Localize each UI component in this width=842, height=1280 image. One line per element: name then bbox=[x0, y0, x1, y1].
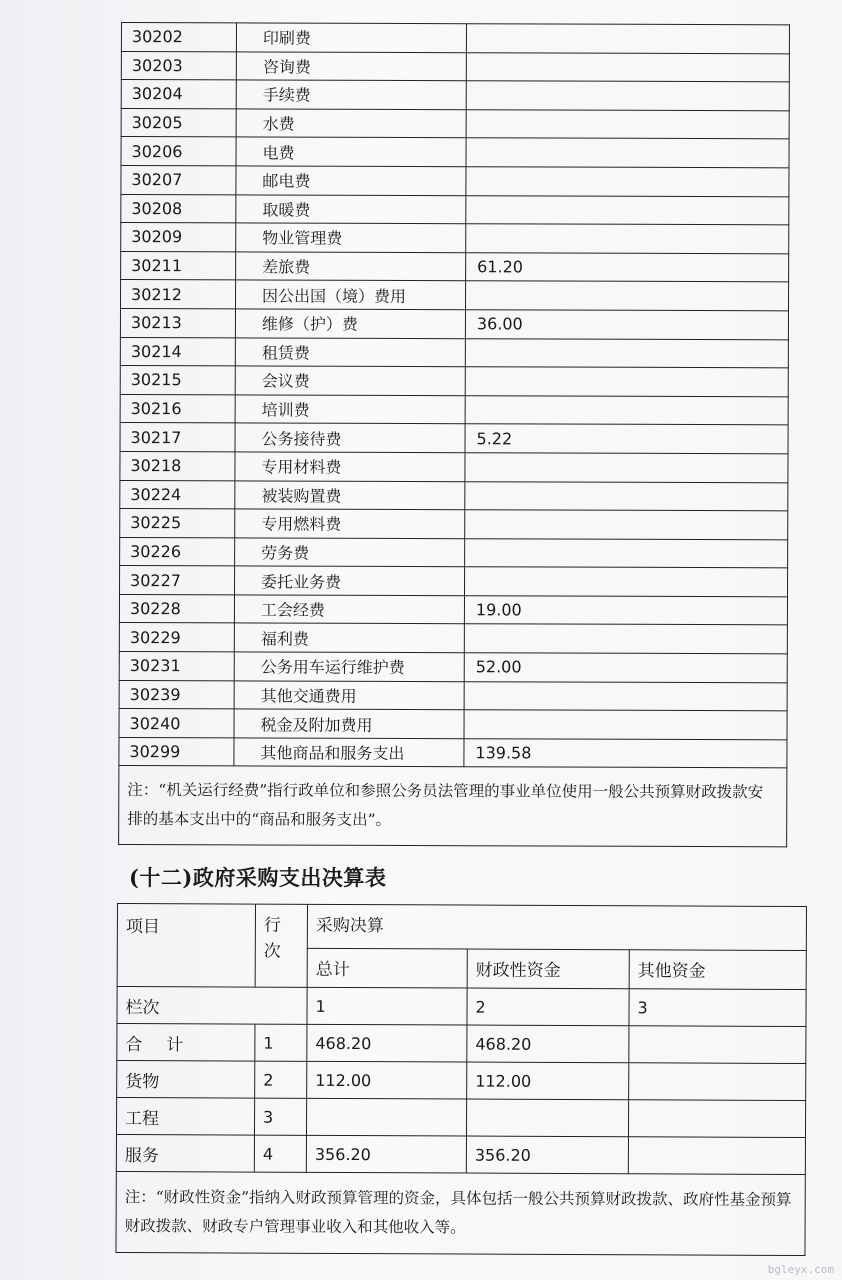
value-cell bbox=[466, 81, 789, 111]
code-cell: 30212 bbox=[121, 280, 236, 309]
table-row bbox=[121, 51, 789, 82]
name-cell: 差旅费 bbox=[236, 252, 466, 281]
value-cell bbox=[464, 624, 787, 654]
item-cell: 工程 bbox=[116, 1098, 254, 1136]
item-cell: 合计 bbox=[117, 1024, 255, 1062]
table-row bbox=[121, 223, 789, 254]
code-cell: 30215 bbox=[120, 366, 235, 395]
table-row bbox=[120, 308, 788, 339]
table-row bbox=[120, 451, 788, 482]
total-cell: 356.20 bbox=[306, 1135, 466, 1173]
header-item: 项目 bbox=[117, 904, 255, 988]
name-cell: 咨询费 bbox=[236, 51, 466, 80]
code-cell: 30227 bbox=[120, 566, 235, 595]
code-cell: 30205 bbox=[121, 108, 236, 137]
code-cell: 30225 bbox=[120, 509, 235, 538]
value-cell: 5.22 bbox=[465, 424, 788, 454]
row-number-cell: 1 bbox=[255, 1024, 307, 1061]
name-cell: 印刷费 bbox=[236, 23, 466, 52]
value-cell bbox=[464, 681, 787, 711]
header-other-funds: 其他资金 bbox=[629, 949, 806, 989]
name-cell: 取暖费 bbox=[236, 194, 466, 223]
procurement-expense-table bbox=[115, 903, 807, 1256]
table-row bbox=[117, 1024, 806, 1064]
code-cell: 30213 bbox=[120, 308, 235, 337]
value-cell bbox=[466, 224, 789, 254]
code-cell: 30218 bbox=[120, 451, 235, 480]
header-procurement-group: 采购决算 bbox=[307, 904, 806, 950]
value-cell: 36.00 bbox=[465, 310, 788, 340]
table-row bbox=[116, 1098, 805, 1138]
code-cell: 30209 bbox=[121, 223, 236, 252]
row-number-cell: 3 bbox=[254, 1098, 306, 1135]
header-row-no: 行 次 bbox=[255, 904, 307, 987]
column-number-2: 2 bbox=[467, 988, 629, 1026]
procurement-table-title: (十二)政府采购支出决算表 bbox=[129, 865, 387, 890]
other-funds-cell bbox=[628, 1100, 805, 1138]
name-cell: 租赁费 bbox=[235, 337, 465, 366]
name-cell: 工会经费 bbox=[234, 595, 464, 624]
row-number-cell: 2 bbox=[255, 1061, 307, 1098]
table-row bbox=[120, 537, 788, 568]
column-number-1: 1 bbox=[307, 987, 467, 1025]
operating-expense-table bbox=[118, 22, 790, 848]
name-cell: 劳务费 bbox=[235, 538, 465, 567]
code-cell: 30240 bbox=[119, 709, 234, 738]
value-cell bbox=[465, 538, 788, 568]
watermark: bgleyx.com bbox=[767, 1263, 834, 1276]
value-cell bbox=[466, 167, 789, 197]
code-cell: 30204 bbox=[121, 80, 236, 109]
name-cell: 公务接待费 bbox=[235, 423, 465, 452]
code-cell: 30226 bbox=[120, 537, 235, 566]
code-cell: 30228 bbox=[119, 594, 234, 623]
fiscal-funds-cell: 112.00 bbox=[467, 1062, 629, 1100]
value-cell bbox=[466, 195, 789, 225]
item-cell: 货物 bbox=[117, 1061, 255, 1099]
code-cell: 30229 bbox=[119, 623, 234, 652]
name-cell: 水费 bbox=[236, 109, 466, 138]
table-row bbox=[120, 480, 788, 511]
name-cell: 会议费 bbox=[235, 366, 465, 395]
header-fiscal-funds: 财政性资金 bbox=[467, 949, 629, 989]
name-cell: 委托业务费 bbox=[235, 566, 465, 595]
fiscal-funds-cell bbox=[466, 1099, 628, 1137]
fiscal-funds-cell: 468.20 bbox=[467, 1025, 629, 1063]
code-cell: 30202 bbox=[121, 23, 236, 52]
code-cell: 30239 bbox=[119, 680, 234, 709]
name-cell: 其他交通费用 bbox=[234, 681, 464, 710]
value-cell bbox=[466, 24, 789, 54]
table2-note: 注：“财政性资金”指纳入财政预算管理的资金，具体包括一般公共预算财政拨款、政府性基金预算财政拨款、财政专户管理事业收入和其他收入等。 bbox=[116, 1171, 805, 1255]
name-cell: 维修（护）费 bbox=[235, 309, 465, 338]
item-cell: 服务 bbox=[116, 1135, 254, 1173]
value-cell: 52.00 bbox=[464, 653, 787, 683]
name-cell: 被装购置费 bbox=[235, 480, 465, 509]
name-cell: 手续费 bbox=[236, 80, 466, 109]
value-cell: 19.00 bbox=[464, 596, 787, 626]
row-number-cell: 4 bbox=[254, 1135, 306, 1172]
code-cell: 30231 bbox=[119, 652, 234, 681]
table1-note: 注：“机关运行经费”指行政单位和参照公务员法管理的事业单位使用一般公共预算财政拨款安排的基本支出中的“商品和服务支出”。 bbox=[119, 766, 787, 847]
value-cell bbox=[466, 138, 789, 168]
name-cell: 公务用车运行维护费 bbox=[234, 652, 464, 681]
table-row bbox=[120, 394, 788, 425]
table-row bbox=[121, 165, 789, 196]
table-row bbox=[121, 108, 789, 139]
name-cell: 电费 bbox=[236, 137, 466, 166]
value-cell bbox=[466, 52, 789, 82]
header-total: 总计 bbox=[307, 948, 467, 988]
name-cell: 专用燃料费 bbox=[235, 509, 465, 538]
code-cell: 30214 bbox=[120, 337, 235, 366]
table-row bbox=[120, 366, 788, 397]
table-row bbox=[116, 1135, 805, 1175]
value-cell bbox=[465, 281, 788, 311]
value-cell bbox=[465, 453, 788, 483]
name-cell: 福利费 bbox=[234, 623, 464, 652]
code-cell: 30299 bbox=[119, 737, 234, 766]
value-cell bbox=[465, 510, 788, 540]
table-row bbox=[121, 23, 789, 54]
code-cell: 30216 bbox=[120, 394, 235, 423]
table-row bbox=[120, 509, 788, 540]
value-cell bbox=[465, 338, 788, 368]
table-row bbox=[119, 594, 787, 625]
table-row bbox=[120, 423, 788, 454]
fiscal-funds-cell: 356.20 bbox=[466, 1136, 628, 1174]
column-number-label: 栏次 bbox=[117, 987, 307, 1025]
table-row bbox=[119, 680, 787, 711]
total-cell: 468.20 bbox=[307, 1024, 467, 1062]
name-cell: 因公出国（境）费用 bbox=[235, 280, 465, 309]
value-cell: 61.20 bbox=[466, 252, 789, 282]
code-cell: 30207 bbox=[121, 165, 236, 194]
table-row bbox=[119, 623, 787, 654]
value-cell bbox=[464, 567, 787, 597]
code-cell: 30224 bbox=[120, 480, 235, 509]
table-row bbox=[121, 280, 789, 311]
value-cell bbox=[464, 710, 787, 740]
name-cell: 税金及附加费用 bbox=[234, 709, 464, 738]
name-cell: 邮电费 bbox=[236, 166, 466, 195]
code-cell: 30206 bbox=[121, 137, 236, 166]
name-cell: 培训费 bbox=[235, 395, 465, 424]
table-row bbox=[121, 194, 789, 225]
value-cell bbox=[466, 109, 789, 139]
table-row bbox=[119, 737, 787, 768]
code-cell: 30217 bbox=[120, 423, 235, 452]
table-row bbox=[120, 566, 788, 597]
value-cell bbox=[465, 367, 788, 397]
value-cell bbox=[465, 395, 788, 425]
name-cell: 其他商品和服务支出 bbox=[234, 738, 464, 767]
other-funds-cell bbox=[628, 1137, 805, 1175]
name-cell: 专用材料费 bbox=[235, 452, 465, 481]
table-row bbox=[121, 80, 789, 111]
column-number-3: 3 bbox=[629, 989, 806, 1027]
total-cell: 112.00 bbox=[307, 1061, 467, 1099]
total-cell bbox=[306, 1098, 466, 1136]
name-cell: 物业管理费 bbox=[236, 223, 466, 252]
table-row bbox=[119, 709, 787, 740]
table-row bbox=[121, 251, 789, 282]
table-row bbox=[120, 337, 788, 368]
value-cell: 139.58 bbox=[464, 739, 787, 769]
value-cell bbox=[465, 481, 788, 511]
other-funds-cell bbox=[629, 1063, 806, 1101]
table-row bbox=[119, 652, 787, 683]
other-funds-cell bbox=[629, 1026, 806, 1064]
code-cell: 30208 bbox=[121, 194, 236, 223]
table-row bbox=[117, 1061, 806, 1101]
code-cell: 30203 bbox=[121, 51, 236, 80]
code-cell: 30211 bbox=[121, 251, 236, 280]
table-row bbox=[121, 137, 789, 168]
